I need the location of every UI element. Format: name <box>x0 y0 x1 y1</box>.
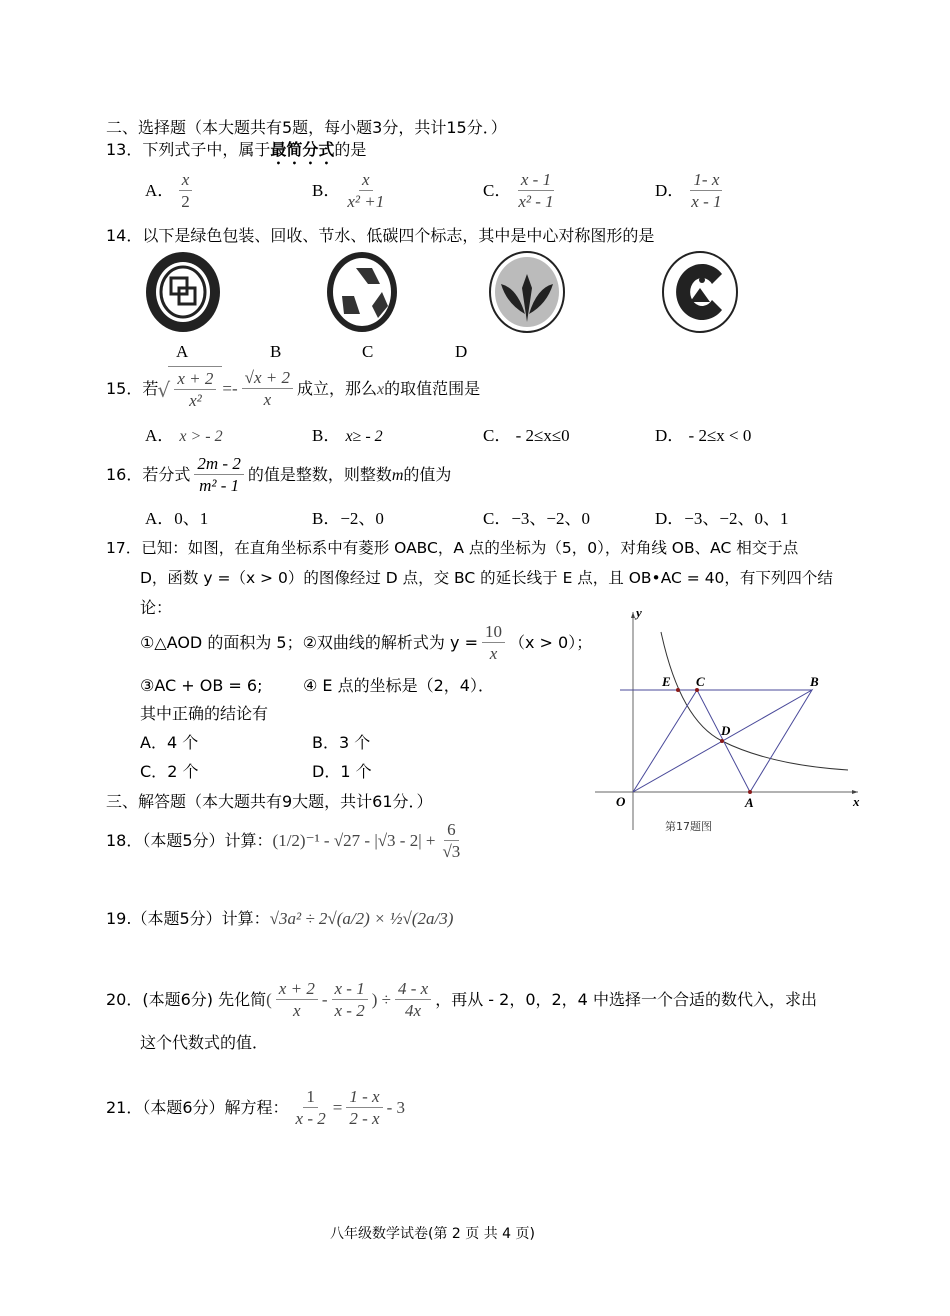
question-17-line-1: 17．已知：如图，在直角坐标系中有菱形 OABC，A 点的坐标为（5，0），对角线 OB、AC 相交于点 <box>106 539 799 557</box>
question-15: 15．若 √ $\frac{x + 2}{\text{x²}}$ =- $\frac{√x + 2}{x}$ 成立，那么x的取值范围是 <box>106 366 480 413</box>
label-o: O <box>616 794 626 809</box>
label-e: E <box>662 674 671 689</box>
question-number: 13． <box>106 140 143 159</box>
question-16: 16．若分式 $\frac{2m - 2}{\text{m² - 1}}$ 的值是整数，则整数m的值为 <box>106 454 452 495</box>
q14-label-d: D <box>455 342 468 361</box>
q16-option-b: B．−2、0 <box>312 509 384 528</box>
label-y-axis: y <box>636 605 642 620</box>
question-19: 19.（本题5分）计算：√3a² ÷ 2√(a/2) × ½√(2a/3) <box>106 909 454 928</box>
point-e <box>676 688 680 692</box>
section-2-title: 二、选择题（本大题共有5题，每小题3分，共计15分．） <box>106 118 507 137</box>
question-20: 20．(本题6分) 先化简( $\frac{x + 2}{x}$ - $\frac{x - 1}{x - 2}$ ) ÷ $\frac{4 - x}{4x}$ ，再从 - 2，0，2，4 中选择一个合适的数代入，求出 <box>106 979 817 1020</box>
q17-conclusion-4: ④ E 点的坐标是（2，4）． <box>303 676 494 695</box>
q13-option-d: D． $\frac{1- x}{x - 1}$ <box>655 170 722 211</box>
q17-option-c: C．2 个 <box>140 762 199 781</box>
point-d <box>720 739 724 743</box>
point-a <box>748 790 752 794</box>
label-x-axis: x <box>853 794 860 809</box>
emphasis-text: 最简分式 <box>270 140 335 159</box>
q14-label-c: C <box>362 342 374 361</box>
q17-prompt: 其中正确的结论有 <box>140 704 269 723</box>
question-21: 21．（本题6分）解方程： $\frac{1}{x - 2}$ = $\frac{1 - x}{2 - x}$ - 3 <box>106 1087 405 1128</box>
q15-option-c: C． - 2≤x≤0 <box>483 426 570 445</box>
q14-label-b: B <box>270 342 282 361</box>
figure-caption: 第17题图 <box>665 820 712 833</box>
question-18: 18．（本题5分）计算：(1/2)⁻¹ - √27 - |√3 - 2| + $\frac{6}{√3}$ <box>106 820 461 861</box>
q15-option-b: B． x≥ - 2 <box>312 426 383 445</box>
q17-option-a: A．4 个 <box>140 733 199 752</box>
label-d: D <box>721 723 731 738</box>
q16-option-c: C．−3、−2、0 <box>483 509 591 528</box>
label-c: C <box>696 674 705 689</box>
q17-option-d: D．1 个 <box>312 762 372 781</box>
q13-option-b: B． $\frac{x}{\text{x² +1}}$ <box>312 170 385 211</box>
q16-option-a: A．0、1 <box>145 509 209 528</box>
q17-conclusion-3: ③AC + OB = 6; <box>140 676 263 695</box>
q17-option-b: B．3 个 <box>312 733 371 752</box>
label-a: A <box>745 795 754 810</box>
question-20-line-2: 这个代数式的值． <box>140 1033 269 1052</box>
question-17-line-2: D，函数 y =（x > 0）的图像经过 D 点，交 BC 的延长线于 E 点，且 OB•AC = 40，有下列四个结 <box>140 569 833 587</box>
hyperbola-curve <box>661 632 848 770</box>
rhombus-oabc <box>620 690 812 792</box>
page-footer: 八年级数学试卷(第 2 页 共 4 页) <box>330 1226 535 1242</box>
label-b: B <box>810 674 819 689</box>
question-text: 下列式子中，属于 <box>142 140 271 159</box>
q16-option-d: D．−3、−2、0、1 <box>655 509 789 528</box>
q17-conclusions-1-2: ①△AOD 的面积为 5；②双曲线的解析式为 y = $\frac{10}{x}$ （x > 0）； <box>140 622 593 663</box>
section-3-title: 三、解答题（本大题共有9大题，共计61分．） <box>106 792 433 811</box>
q13-option-a: A． $\frac{x}{2}$ <box>145 170 197 213</box>
question-14: 14．以下是绿色包装、回收、节水、低碳四个标志，其中是中心对称图形的是 <box>106 226 655 245</box>
q15-option-d: D． - 2≤x < 0 <box>655 426 752 445</box>
question-text: 的是 <box>334 140 367 159</box>
q15-option-a: A． x > - 2 <box>145 426 223 445</box>
question-17-line-3: 论： <box>140 598 173 617</box>
q13-option-c: C． $\frac{x - 1}{\text{x² - 1}}$ <box>483 170 554 211</box>
q14-label-a: A <box>176 342 189 361</box>
